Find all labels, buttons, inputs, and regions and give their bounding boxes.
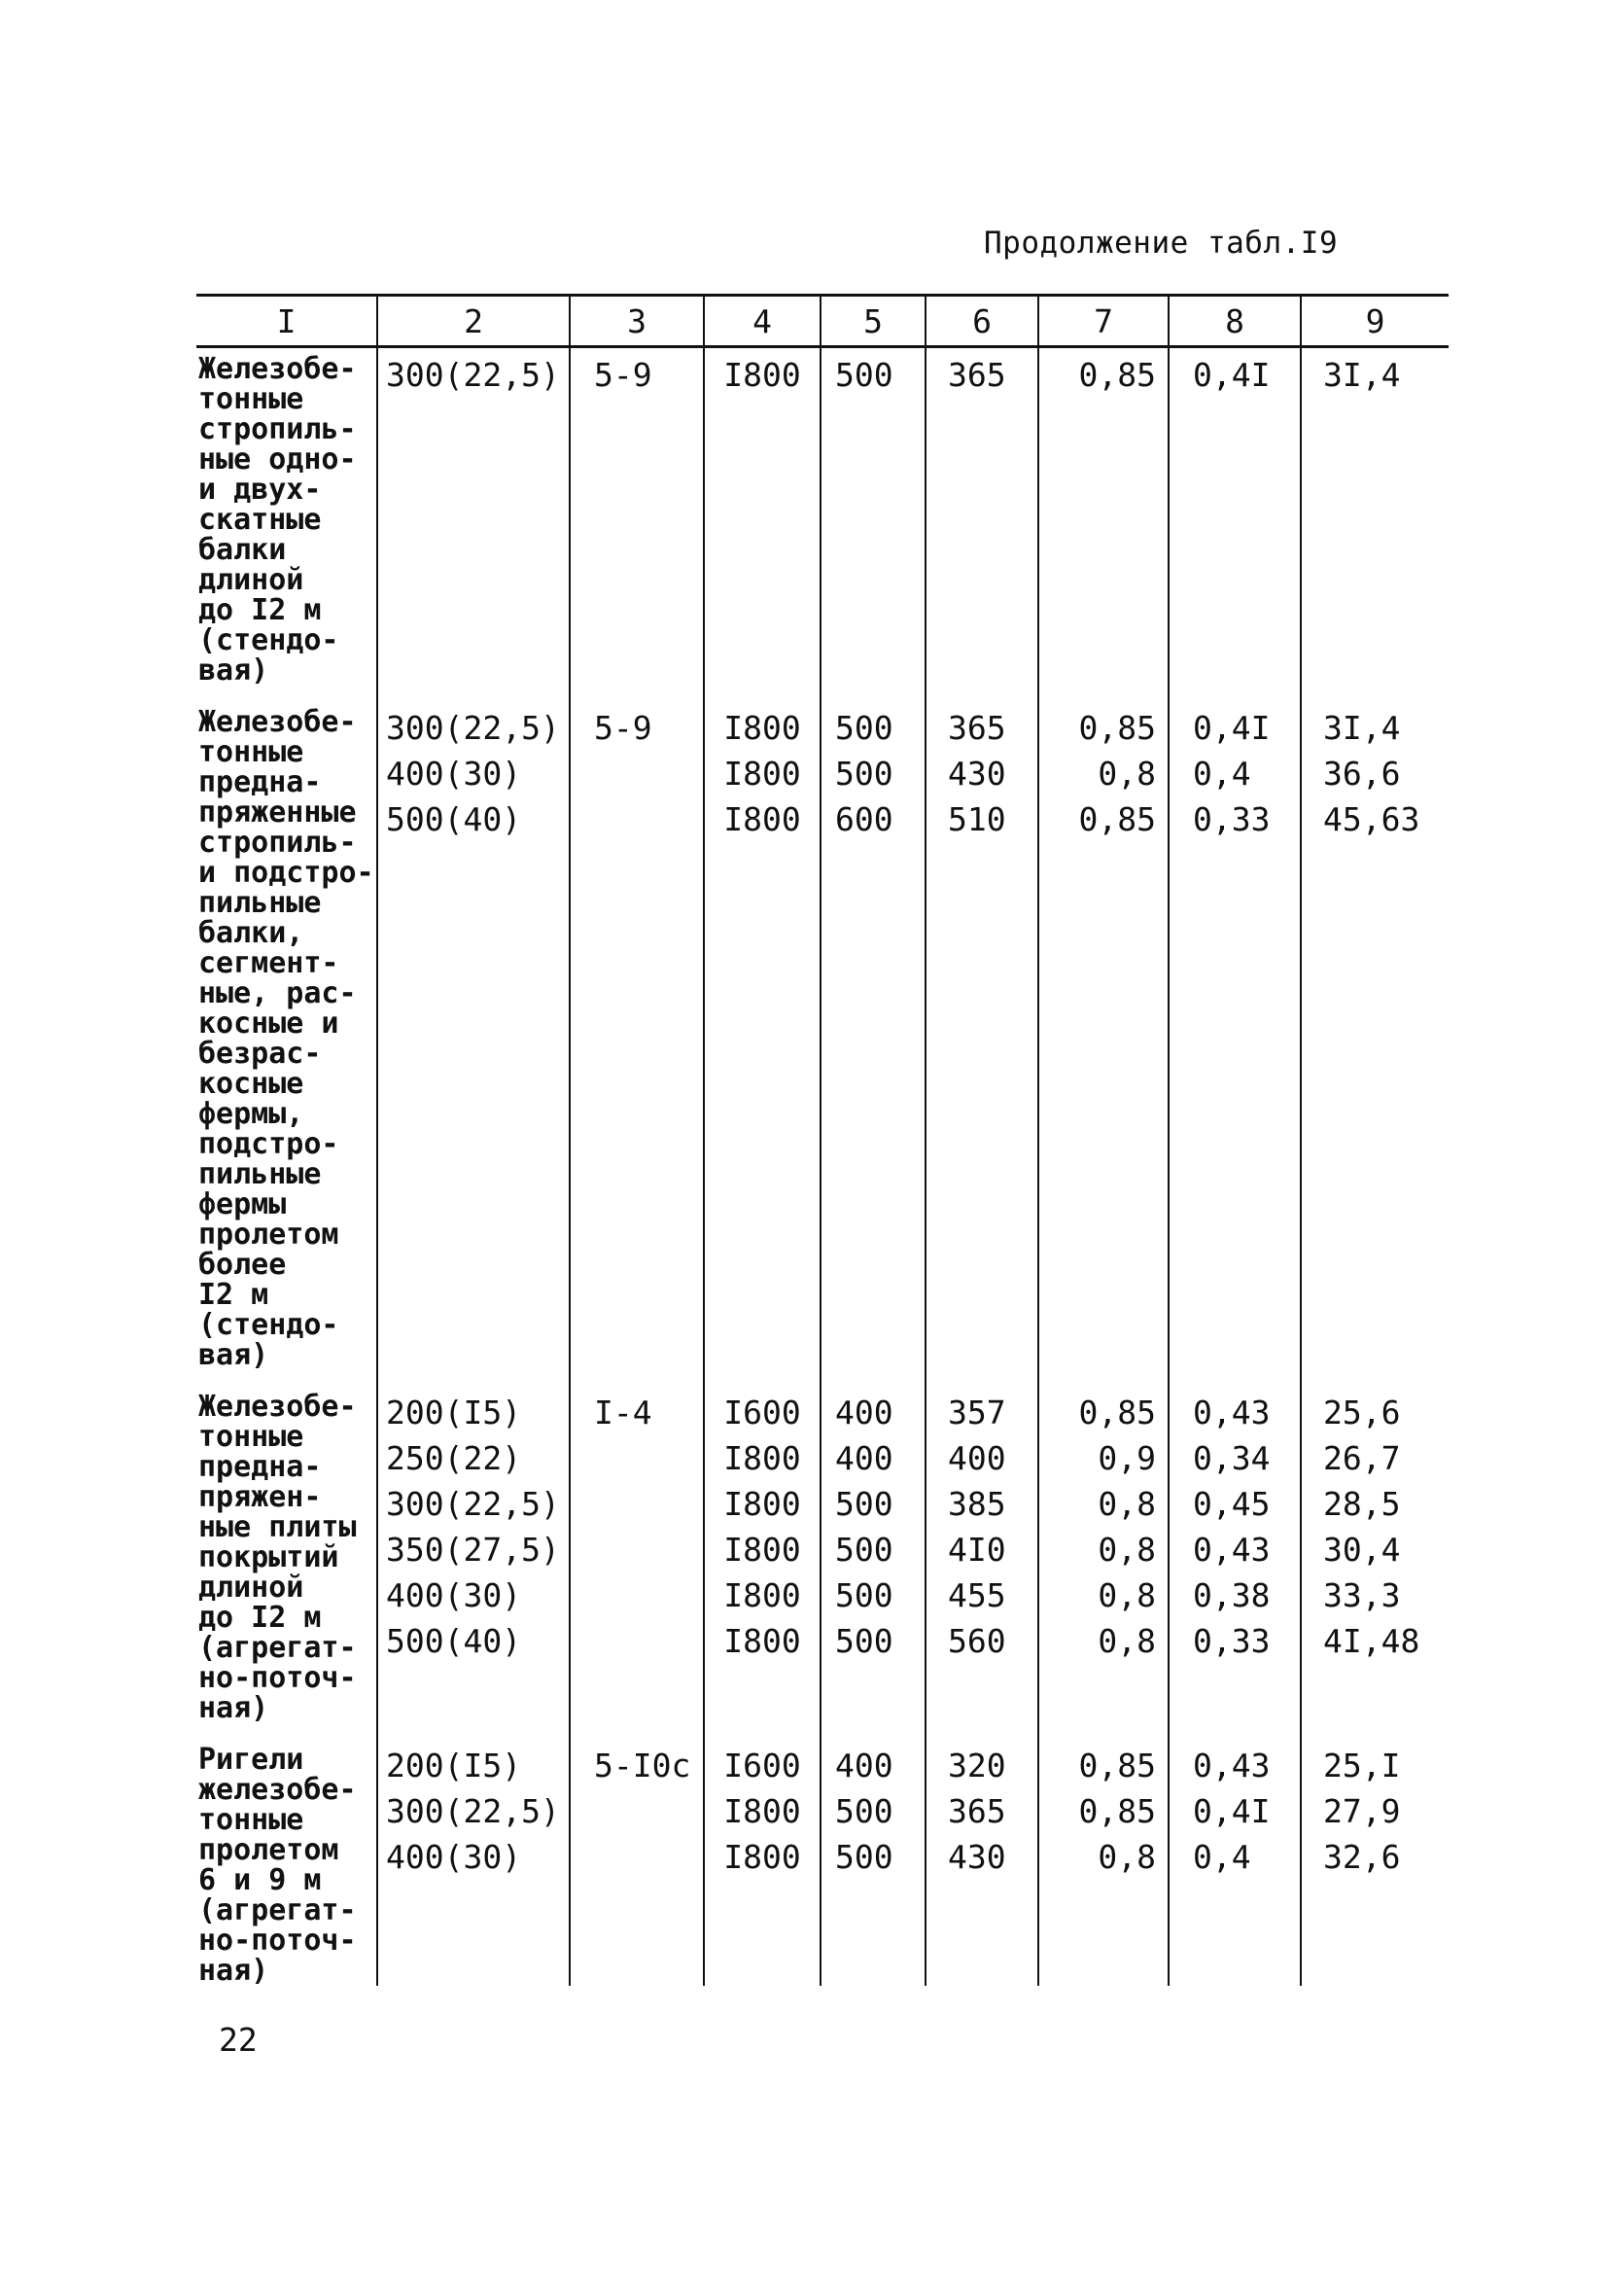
value-cell-c3 (570, 347, 704, 702)
cell-value: 500 (835, 1576, 893, 1614)
cell-value: 0,33 (1193, 1622, 1271, 1660)
value-cell-c2 (377, 1739, 570, 1986)
item-name-line: Железобе- (198, 352, 357, 386)
cell-value: 500 (835, 1531, 893, 1569)
item-name-line: косные и (198, 1007, 339, 1041)
item-name-cell (196, 701, 377, 1386)
cell-value: 0,8 (1098, 755, 1156, 793)
table-row (196, 347, 1449, 702)
item-name-line: (стендо- (198, 1308, 339, 1342)
cell-value: 365 (948, 356, 1006, 394)
cell-value: 455 (948, 1576, 1006, 1614)
value-cell-c4 (704, 1739, 821, 1986)
item-name-line: длиной (198, 563, 304, 597)
item-name-line: I2 м (198, 1278, 269, 1312)
item-name-line: ные одно- (198, 442, 357, 477)
cell-value: 26,7 (1323, 1439, 1401, 1477)
cell-value: 430 (948, 755, 1006, 793)
cell-value: 0,85 (1078, 1792, 1156, 1830)
cell-value: 25,6 (1323, 1394, 1401, 1431)
cell-value: 0,4I (1193, 356, 1271, 394)
cell-value: 30,4 (1323, 1531, 1401, 1569)
cell-value: I800 (723, 356, 801, 394)
data-table (196, 294, 1449, 1986)
cell-value: 357 (948, 1394, 1006, 1431)
item-name-line: до I2 м (198, 593, 322, 627)
item-name-line: скатные (198, 503, 322, 537)
header-cell: 7 (1038, 296, 1169, 347)
item-name-line: тонные (198, 382, 304, 416)
value-cell-c4 (704, 1386, 821, 1739)
value-cell-c9 (1301, 347, 1449, 702)
cell-value: 350(27,5) (386, 1531, 560, 1569)
cell-value: 0,33 (1193, 800, 1271, 838)
cell-value: 250(22) (386, 1439, 522, 1477)
value-cell-c7 (1038, 701, 1169, 1386)
item-name-line: Железобе- (198, 705, 357, 739)
item-name-line: до I2 м (198, 1601, 322, 1635)
value-cell-c5 (821, 701, 926, 1386)
cell-value: 0,4 (1193, 1838, 1251, 1876)
item-name-line: пильные (198, 1157, 322, 1191)
item-name-line: ные, рас- (198, 976, 357, 1010)
header-cell: 3 (570, 296, 704, 347)
item-name-line: ная) (198, 1691, 269, 1725)
item-name-line: предна- (198, 1450, 322, 1484)
cell-value: 500 (835, 755, 893, 793)
item-name-line: пролетом (198, 1833, 339, 1867)
value-cell-c7 (1038, 1386, 1169, 1739)
cell-value: 0,4I (1193, 1792, 1271, 1830)
item-name-line: покрытий (198, 1540, 339, 1574)
cell-value: 400 (835, 1394, 893, 1431)
cell-value: 500 (835, 356, 893, 394)
item-name-line: (стендо- (198, 623, 339, 657)
value-cell-c2 (377, 1386, 570, 1739)
cell-value: 0,4 (1193, 755, 1251, 793)
cell-value: 365 (948, 709, 1006, 747)
table-body (196, 347, 1449, 1987)
item-name-cell (196, 1739, 377, 1986)
value-cell-c4 (704, 347, 821, 702)
item-name-line: тонные (198, 1803, 304, 1837)
cell-value: 0,45 (1193, 1485, 1271, 1523)
cell-value: 0,85 (1078, 709, 1156, 747)
item-name-line: стропиль- (198, 412, 357, 446)
item-name-line: Железобе- (198, 1390, 357, 1424)
header-cell: 8 (1169, 296, 1301, 347)
cell-value: 365 (948, 1792, 1006, 1830)
cell-value: 0,8 (1098, 1531, 1156, 1569)
value-cell-c9 (1301, 1386, 1449, 1739)
item-name-line: пряжен- (198, 1480, 322, 1514)
cell-value: 400(30) (386, 755, 522, 793)
item-name-line: (агрегат- (198, 1893, 357, 1927)
value-cell-c6 (926, 347, 1038, 702)
cell-value: 500 (835, 709, 893, 747)
item-name-line: и подстро- (198, 856, 374, 890)
cell-value: 300(22,5) (386, 356, 560, 394)
cell-value: I800 (723, 755, 801, 793)
cell-value: I800 (723, 1792, 801, 1830)
cell-value: 5-I0с (594, 1747, 691, 1784)
value-cell-c2 (377, 347, 570, 702)
cell-value: 32,6 (1323, 1838, 1401, 1876)
item-name-line: ные плиты (198, 1510, 357, 1544)
header-cell: 2 (377, 296, 570, 347)
cell-value: 0,43 (1193, 1747, 1271, 1784)
cell-value: 0,8 (1098, 1485, 1156, 1523)
cell-value: 400(30) (386, 1576, 522, 1614)
cell-value: I800 (723, 1485, 801, 1523)
value-cell-c3 (570, 1739, 704, 1986)
cell-value: 510 (948, 800, 1006, 838)
cell-value: I800 (723, 1838, 801, 1876)
cell-value: 5-9 (594, 709, 652, 747)
item-name-line: пряженные (198, 795, 357, 830)
item-name-line: балки, (198, 916, 304, 950)
cell-value: 560 (948, 1622, 1006, 1660)
value-cell-c6 (926, 1386, 1038, 1739)
value-cell-c8 (1169, 1739, 1301, 1986)
cell-value: I800 (723, 800, 801, 838)
value-cell-c2 (377, 701, 570, 1386)
cell-value: 3I,4 (1323, 709, 1401, 747)
cell-value: 400 (835, 1439, 893, 1477)
item-name-line: подстро- (198, 1127, 339, 1161)
value-cell-c9 (1301, 701, 1449, 1386)
value-cell-c7 (1038, 347, 1169, 702)
cell-value: 4I,48 (1323, 1622, 1420, 1660)
cell-value: 320 (948, 1747, 1006, 1784)
cell-value: 300(22,5) (386, 1485, 560, 1523)
cell-value: I800 (723, 1576, 801, 1614)
cell-value: 27,9 (1323, 1792, 1401, 1830)
item-name-line: пильные (198, 886, 322, 920)
cell-value: 400 (948, 1439, 1006, 1477)
item-name-cell (196, 1386, 377, 1739)
cell-value: I800 (723, 1531, 801, 1569)
item-name-line: тонные (198, 1420, 304, 1454)
cell-value: 500 (835, 1838, 893, 1876)
item-name-line: но-поточ- (198, 1661, 357, 1695)
cell-value: 5-9 (594, 356, 652, 394)
value-cell-c6 (926, 1739, 1038, 1986)
table-row (196, 701, 1449, 1386)
header-cell: 6 (926, 296, 1038, 347)
value-cell-c3 (570, 701, 704, 1386)
cell-value: 385 (948, 1485, 1006, 1523)
value-cell-c8 (1169, 1386, 1301, 1739)
cell-value: 0,85 (1078, 1394, 1156, 1431)
cell-value: 500 (835, 1792, 893, 1830)
cell-value: 0,85 (1078, 800, 1156, 838)
value-cell-c7 (1038, 1739, 1169, 1986)
item-name-line: стропиль- (198, 826, 357, 860)
item-name-line: безрас- (198, 1037, 322, 1071)
cell-value: I-4 (594, 1394, 652, 1431)
item-name-cell (196, 347, 377, 702)
value-cell-c9 (1301, 1739, 1449, 1986)
item-name-line: длиной (198, 1571, 304, 1605)
value-cell-c3 (570, 1386, 704, 1739)
cell-value: I800 (723, 1622, 801, 1660)
cell-value: 36,6 (1323, 755, 1401, 793)
item-name-line: балки (198, 533, 287, 567)
value-cell-c8 (1169, 701, 1301, 1386)
item-name-line: косные (198, 1067, 304, 1101)
page-number: 22 (219, 2021, 258, 2059)
item-name-line: и двух- (198, 473, 322, 507)
item-name-line: вая) (198, 653, 269, 688)
item-name-line: 6 и 9 м (198, 1863, 322, 1897)
cell-value: 500(40) (386, 800, 522, 838)
table-row (196, 1739, 1449, 1986)
cell-value: 0,8 (1098, 1622, 1156, 1660)
item-name-line: Ригели (198, 1743, 304, 1777)
item-name-line: вая) (198, 1338, 269, 1372)
cell-value: 300(22,5) (386, 1792, 560, 1830)
cell-value: 0,4I (1193, 709, 1271, 747)
cell-value: 0,34 (1193, 1439, 1271, 1477)
value-cell-c5 (821, 1739, 926, 1986)
cell-value: 400 (835, 1747, 893, 1784)
cell-value: 200(I5) (386, 1747, 522, 1784)
item-name-line: фермы, (198, 1097, 304, 1131)
cell-value: 500 (835, 1485, 893, 1523)
header-row (196, 296, 1449, 347)
cell-value: 600 (835, 800, 893, 838)
item-name-line: ная) (198, 1954, 269, 1988)
table-row (196, 1386, 1449, 1739)
value-cell-c4 (704, 701, 821, 1386)
cell-value: 0,38 (1193, 1576, 1271, 1614)
table-caption: Продолжение табл.I9 (984, 226, 1339, 261)
cell-value: I800 (723, 709, 801, 747)
item-name-line: железобе- (198, 1773, 357, 1807)
cell-value: 25,I (1323, 1747, 1401, 1784)
cell-value: 0,85 (1078, 356, 1156, 394)
cell-value: 33,3 (1323, 1576, 1401, 1614)
cell-value: I600 (723, 1747, 801, 1784)
cell-value: 0,85 (1078, 1747, 1156, 1784)
item-name-line: тонные (198, 735, 304, 769)
value-cell-c5 (821, 347, 926, 702)
cell-value: 500 (835, 1622, 893, 1660)
value-cell-c5 (821, 1386, 926, 1739)
value-cell-c8 (1169, 347, 1301, 702)
cell-value: 200(I5) (386, 1394, 522, 1431)
item-name-line: фермы (198, 1187, 287, 1221)
item-name-line: пролетом (198, 1218, 339, 1252)
cell-value: 400(30) (386, 1838, 522, 1876)
header-cell: I (196, 296, 377, 347)
cell-value: 0,43 (1193, 1394, 1271, 1431)
cell-value: 4I0 (948, 1531, 1006, 1569)
item-name-line: но-поточ- (198, 1924, 357, 1958)
header-cell: 4 (704, 296, 821, 347)
item-name-line: предна- (198, 765, 322, 799)
cell-value: 28,5 (1323, 1485, 1401, 1523)
cell-value: 45,63 (1323, 800, 1420, 838)
cell-value: 300(22,5) (386, 709, 560, 747)
cell-value: 3I,4 (1323, 356, 1401, 394)
value-cell-c6 (926, 701, 1038, 1386)
item-name-line: (агрегат- (198, 1631, 357, 1665)
item-name-line: более (198, 1248, 287, 1282)
cell-value: 0,43 (1193, 1531, 1271, 1569)
item-name-line: сегмент- (198, 946, 339, 980)
cell-value: 0,8 (1098, 1838, 1156, 1876)
cell-value: I800 (723, 1439, 801, 1477)
cell-value: 430 (948, 1838, 1006, 1876)
header-cell: 9 (1301, 296, 1449, 347)
header-cell: 5 (821, 296, 926, 347)
cell-value: 0,9 (1098, 1439, 1156, 1477)
cell-value: 500(40) (386, 1622, 522, 1660)
cell-value: 0,8 (1098, 1576, 1156, 1614)
cell-value: I600 (723, 1394, 801, 1431)
